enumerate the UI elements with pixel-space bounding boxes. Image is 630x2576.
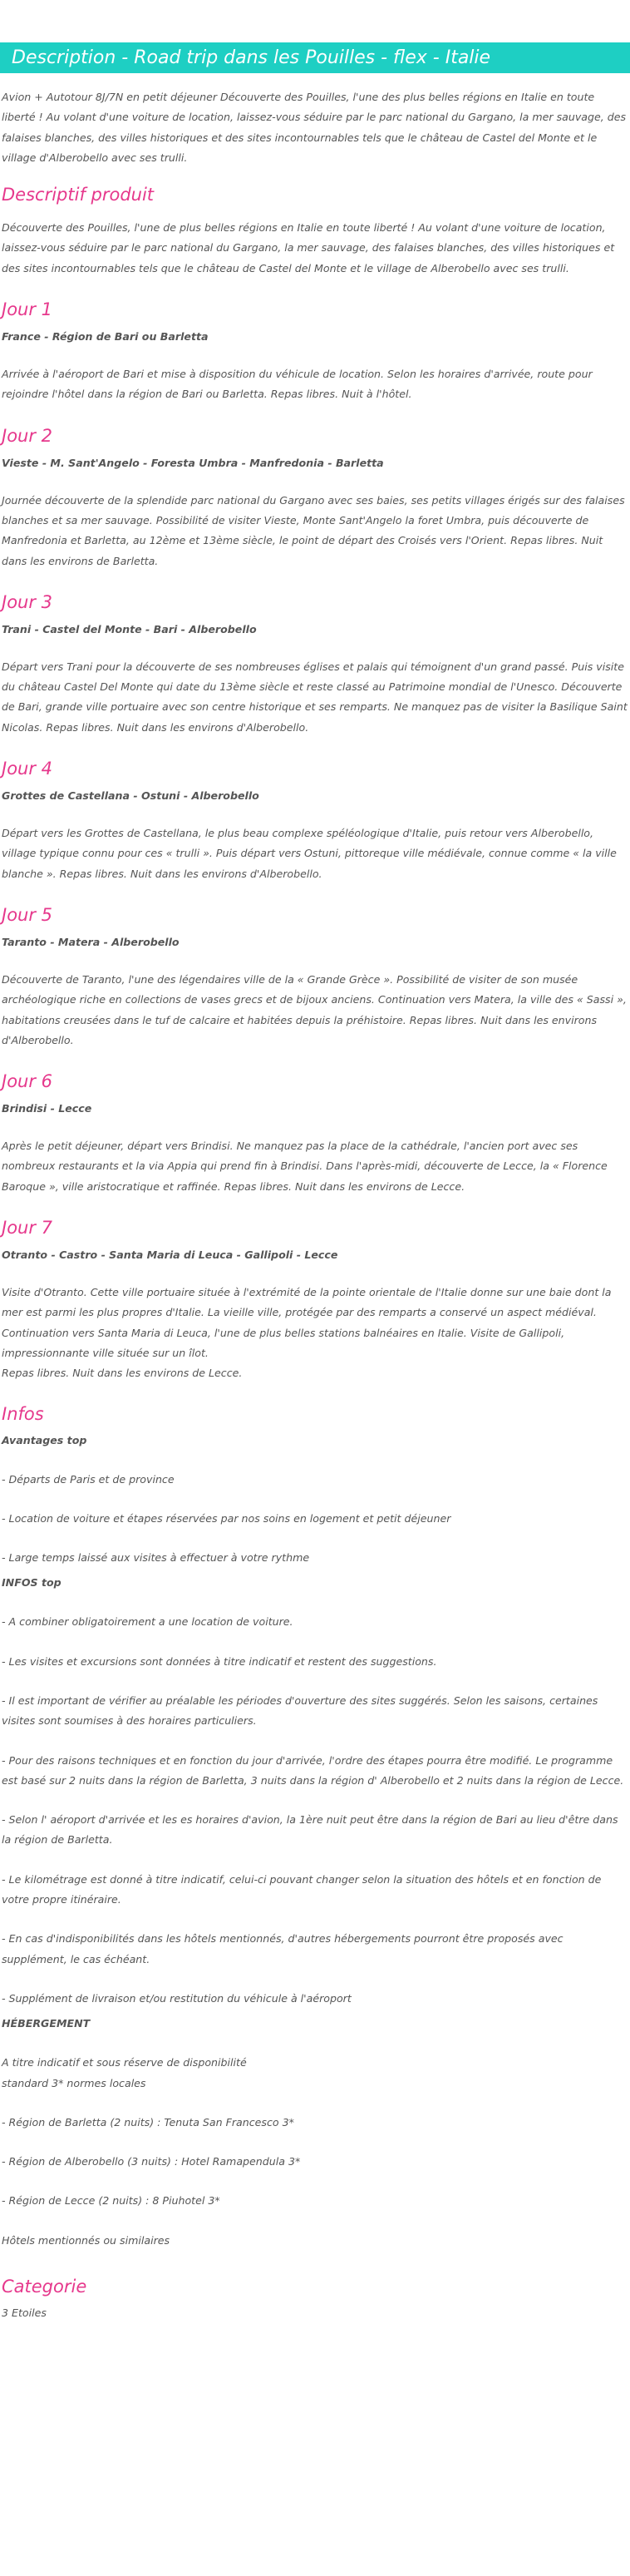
day-route: Grottes de Castellana - Ostuni - Alberobello	[2, 789, 259, 803]
day-heading: Jour 5	[2, 904, 53, 925]
day-section	[2, 903, 628, 1051]
hotels-footer: Hôtels mentionnés ou similaires	[2, 2233, 170, 2247]
description-content	[0, 87, 630, 2323]
day-section	[2, 1216, 628, 1383]
day-text: Visite d'Otranto. Cette ville portuaire située à l'extrémité de la pointe orientale de l'Italie donne sur une baie dont la mer est parmi les plus propres d'Italie. La vieille ville, protégée par des remparts a conservé un aspect médiéval. Continuation vers Santa Maria di Leuca, l'une de plus belles stations balnéaires en Italie. Visite de Gallipoli, impressionnante ville située sur un îlot.	[2, 1286, 612, 1359]
avantages-title: Avantages top	[2, 1433, 87, 1446]
list-item: - Le kilométrage est donné à titre indicatif, celui-ci pouvant changer selon la situation des hôtels et en fonction de votre propre itinéraire.	[2, 1872, 602, 1906]
day-heading: Jour 2	[2, 425, 53, 446]
day-section	[2, 424, 628, 571]
product-heading: Descriptif produit	[2, 185, 155, 205]
day-text: Départ vers les Grottes de Castellana, le plus beau complexe spéléologique d'Italie, puis retour vers Alberobello, village typique connu pour ces « trulli ». Puis départ vers Ostuni, pittoreque ville médiévale, connue comme « la ville blanche ». Repas libres. Nuit dans les environs d'Alberobello.	[2, 827, 617, 880]
day-route: Otranto - Castro - Santa Maria di Leuca - Gallipoli - Lecce	[2, 1248, 338, 1262]
infos-section	[2, 1402, 628, 2252]
list-item: - Départs de Paris et de province	[2, 1472, 175, 1486]
list-item: - Supplément de livraison et/ou restitution du véhicule à l'aéroport	[2, 1991, 352, 2005]
page	[0, 42, 630, 2323]
page-title: Description - Road trip dans les Pouilles - flex - Italie	[12, 47, 491, 68]
list-item: - Région de Lecce (2 nuits) : 8 Piuhotel 3*	[2, 2194, 220, 2208]
day-section	[2, 757, 628, 884]
product-text: Découverte des Pouilles, l'une de plus belles régions en Italie en toute liberté ! Au volant d'une voiture de location, laissez-vous séduire par le parc national du Gargano, la mer sauvage, des falaises blanches, des villes historiques et des sites incontournables tels que le château de Castel del Monte et le village de Alberobello avec ses trulli.	[2, 221, 615, 274]
list-item: - Pour des raisons techniques et en fonction du jour d'arrivée, l'ordre des étapes pourra être modifié. Le programme est basé sur 2 nuits dans la région de Barletta, 3 nuits dans la région d' Alberobello et 2 nuits dans la région de Lecce.	[2, 1753, 624, 1787]
page-title-banner	[0, 42, 630, 73]
day-heading: Jour 7	[2, 1218, 53, 1239]
list-item: - Il est important de vérifier au préalable les périodes d'ouverture des sites suggérés. Selon les saisons, certaines visites sont soumises à des horaires particuliers.	[2, 1693, 598, 1728]
day-route: Trani - Castel del Monte - Bari - Alberobello	[2, 622, 257, 635]
day-route: Brindisi - Lecce	[2, 1102, 92, 1115]
day-heading: Jour 3	[2, 591, 53, 612]
day-heading: Jour 1	[2, 299, 53, 320]
infos-top-title: INFOS top	[2, 1576, 62, 1590]
list-item: - Région de Alberobello (3 nuits) : Hotel Ramapendula 3*	[2, 2155, 301, 2168]
category-section	[2, 2275, 628, 2323]
intro-text: Avion + Autotour 8J/7N en petit déjeuner Découverte des Pouilles, l'une des plus belles régions en Italie en toute liberté ! Au volant d'une voiture de location, laissez-vous séduire par le parc national du Gargano, la mer sauvage, des falaises blanches, des villes historiques et des sites incontournables tels que le château de Castel del Monte et le village d'Alberobello avec ses trulli.	[2, 91, 627, 164]
hebergement-note: A titre indicatif et sous réserve de disponibilité	[2, 2056, 247, 2069]
day-text: Arrivée à l'aéroport de Bari et mise à disposition du véhicule de location. Selon les horaires d'arrivée, route pour rejoindre l'hôtel dans la région de Bari ou Barletta. Repas libres. Nuit à l'hôtel.	[2, 368, 593, 401]
infos-heading: Infos	[2, 1403, 44, 1424]
day-section	[2, 298, 628, 405]
product-section	[2, 183, 628, 279]
category-heading: Categorie	[2, 2277, 87, 2297]
list-item: - Large temps laissé aux visites à effectuer à votre rythme	[2, 1551, 310, 1565]
list-item: - Région de Barletta (2 nuits) : Tenuta San Francesco 3*	[2, 2115, 294, 2129]
day-section	[2, 1070, 628, 1197]
list-item: - En cas d'indisponibilités dans les hôtels mentionnés, d'autres hébergements pourront être proposés avec supplément, le cas échéant.	[2, 1932, 564, 1965]
list-item: - Location de voiture et étapes réservées par nos soins en logement et petit déjeuner	[2, 1511, 451, 1525]
day-section	[2, 591, 628, 738]
day-text: Journée découverte de la splendide parc national du Gargano avec ses baies, ses petits villages érigés sur des falaises blanches et sa mer sauvage. Possibilité de visiter Vieste, Monte Sant'Angelo la foret Umbra, puis découverte de Manfredonia et Barletta, au 12ème et 13ème siècle, le point de départ des Croisés vers l'Orient. Repas libres. Nuit dans les environs de Barletta.	[2, 493, 625, 567]
day-text: Après le petit déjeuner, départ vers Brindisi. Ne manquez pas la place de la cathédrale, l'ancien port avec ses nombreux restaurants et la via Appia qui prend fin à Brindisi. Dans l'après-midi, découverte de Lecce, la « Florence Baroque », ville aristocratique et raffinée. Repas libres. Nuit dans les environs de Lecce.	[2, 1140, 608, 1193]
category-value: 3 Etoiles	[2, 2307, 47, 2320]
day-text-extra: Repas libres. Nuit dans les environs de Lecce.	[2, 1367, 243, 1380]
day-text: Départ vers Trani pour la découverte de ses nombreuses églises et palais qui témoignent d'un grand passé. Puis visite du château Castel Del Monte qui date du 13ème siècle et reste classé au Patrimoine mondial de l'Unesco. Découverte de Bari, grande ville portuaire avec son centre historique et ses remparts. Ne manquez pas de visiter la Basilique Saint Nicolas. Repas libres. Nuit dans les environs d'Alberobello.	[2, 660, 628, 734]
day-heading: Jour 4	[2, 759, 53, 779]
day-route: Vieste - M. Sant'Angelo - Foresta Umbra - Manfredonia - Barletta	[2, 456, 384, 469]
hebergement-title: HÉBERGEMENT	[2, 2017, 91, 2030]
hebergement-note: standard 3* normes locales	[2, 2076, 146, 2089]
day-text: Découverte de Taranto, l'une des légendaires ville de la « Grande Grèce ». Possibilité de visiter de son musée archéologique riche en collections de vases grecs et de bijoux anciens. Continuation vers Matera, la ville des « Sassi », habitations creusées dans le tuf de calcaire et habitées depuis la préhistoire. Repas libres. Nuit dans les environs d'Alberobello.	[2, 972, 627, 1046]
list-item: - Les visites et excursions sont données à titre indicatif et restent des suggestions.	[2, 1654, 437, 1668]
day-heading: Jour 6	[2, 1071, 53, 1092]
list-item: - A combiner obligatoirement a une location de voiture.	[2, 1615, 293, 1629]
day-route: Taranto - Matera - Alberobello	[2, 935, 180, 948]
day-route: France - Région de Bari ou Barletta	[2, 330, 209, 344]
list-item: - Selon l' aéroport d'arrivée et les es horaires d'avion, la 1ère nuit peut être dans la région de Bari au lieu d'être dans la région de Barletta.	[2, 1813, 618, 1847]
